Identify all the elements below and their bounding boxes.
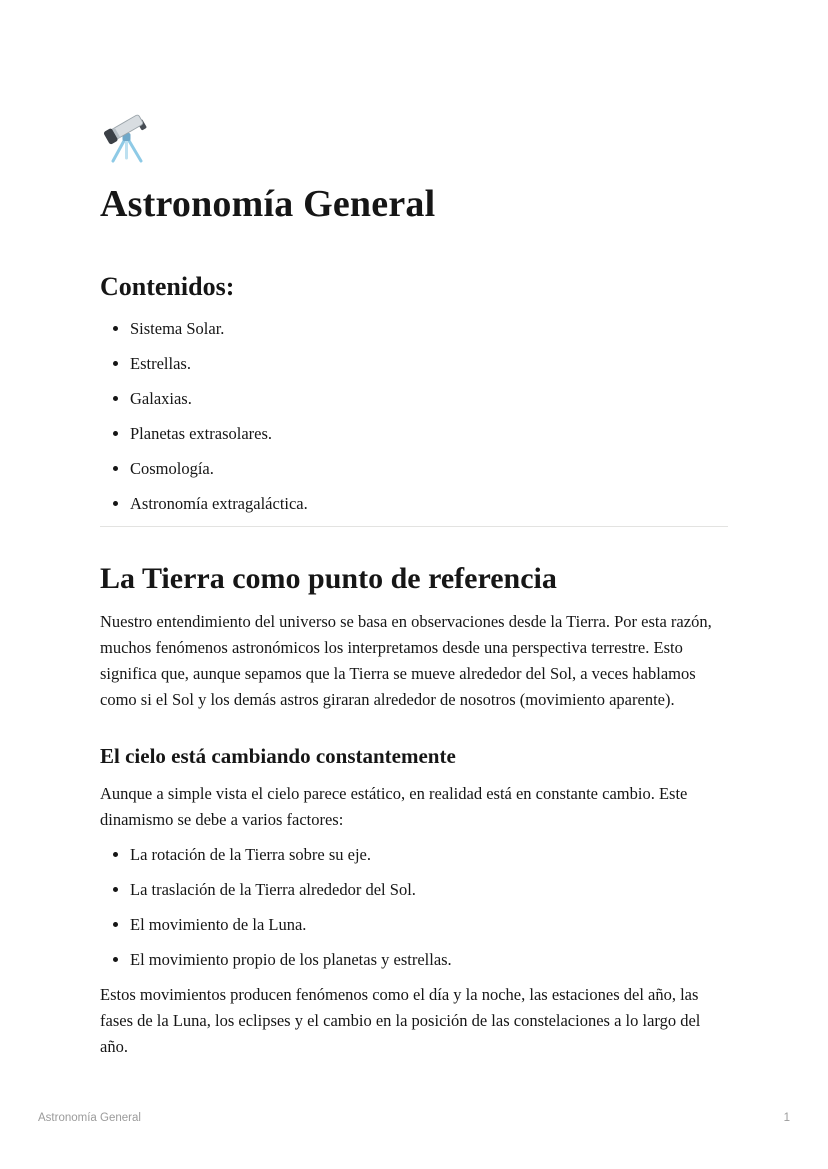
section-heading: La Tierra como punto de referencia [100, 562, 557, 596]
list-item: • El movimiento de la Luna. [130, 912, 728, 938]
contents-list [100, 316, 728, 517]
footer-document-title: Astronomía General [38, 1112, 141, 1124]
list-item: • La traslación de la Tierra alrededor del Sol. [130, 877, 728, 903]
page-title: Astronomía General [100, 183, 436, 225]
list-item: • Astronomía extragaláctica. [130, 491, 728, 517]
list-item: • Planetas extrasolares. [130, 421, 728, 447]
list-item: • La rotación de la Tierra sobre su eje. [130, 842, 728, 868]
list-item: • El movimiento propio de los planetas y estrellas. [130, 947, 728, 973]
subsection-heading: El cielo está cambiando constantemente [100, 743, 456, 768]
list-item: • Estrellas. [130, 351, 728, 377]
factors-list [100, 842, 728, 973]
subsection-intro-paragraph: Aunque a simple vista el cielo parece estático, en realidad está en constante cambio. Este dinamismo se debe a varios factores: [100, 784, 688, 830]
page-footer [38, 1112, 790, 1124]
list-item: • Galaxias. [130, 386, 728, 412]
footer-page-number: 1 [783, 1112, 790, 1124]
contents-heading: Contenidos: [100, 271, 235, 301]
subsection-outro-paragraph: Estos movimientos producen fenómenos como el día y la noche, las estaciones del año, las fases de la Luna, los eclipses y el cambio en la posición de las constelaciones a lo largo del año. [100, 985, 701, 1057]
list-item: • Sistema Solar. [130, 316, 728, 342]
section-paragraph: Nuestro entendimiento del universo se basa en observaciones desde la Tierra. Por esta razón, muchos fenómenos astronómicos los interpretamos desde una perspectiva terrestre. Esto significa que, aunque sepamos que la Tierra se mueve alrededor del Sol, a veces hablamos como si el Sol y los demás astros giraran alrededor de nosotros (movimiento aparente). [100, 611, 712, 709]
section-divider [100, 526, 728, 527]
list-item: • Cosmología. [130, 456, 728, 482]
telescope-icon [102, 108, 152, 164]
